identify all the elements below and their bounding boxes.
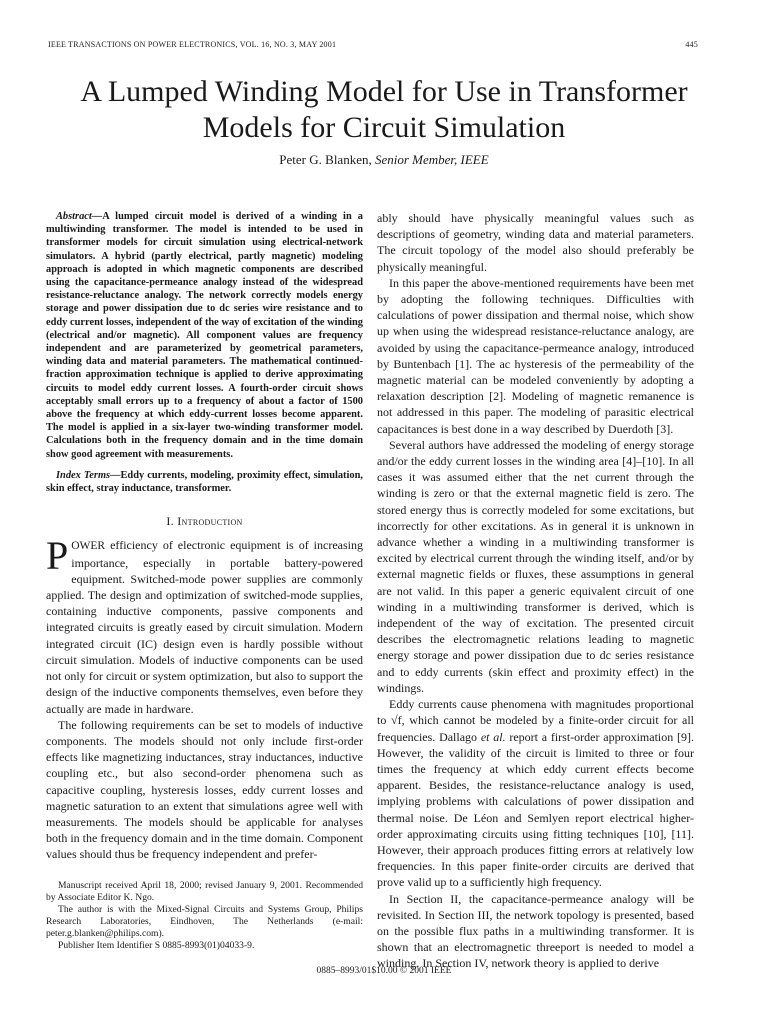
body-paragraph: In Section II, the capacitance-permeance analogy will be revisited. In Section III, the network topology is presented, based on the possible flux paths in a multiwinding transformer. It is shown that an electromagnetic threeport is needed to model a winding. In Section IV, network theory is applied to derive	[377, 891, 694, 971]
abstract-label: Abstract—	[56, 211, 103, 222]
index-terms-text: Eddy currents, modeling, proximity effect, simulation, skin effect, stray inductance, transformer.	[46, 469, 363, 495]
author-name: Peter G. Blanken,	[279, 152, 372, 167]
footnote-author: The author is with the Mixed-Signal Circuits and Systems Group, Philips Research Laboratories, Eindhoven, The Netherlands (e-mail: peter.g.blanken@philips.com).	[46, 904, 363, 939]
footnote-publisher-id: Publisher Item Identifier S 0885-8993(01)04033-9.	[58, 940, 255, 951]
text-run: , which cannot be modeled by a finite-order circuit for all frequencies. Dallago	[377, 713, 695, 744]
text-run: Eddy currents cause phenomena with magnitudes proportional to	[377, 697, 694, 728]
introduction-body	[46, 533, 363, 862]
section-number: I.	[166, 514, 174, 529]
intro-lead-word: OWER	[71, 540, 106, 553]
et-al: et al.	[480, 729, 506, 744]
author-affiliation: Senior Member, IEEE	[374, 152, 489, 167]
continued-paragraph: ably should have physically meaningful values such as descriptions of geometry, winding data and material parameters. The circuit topology of the model also should preferably be physically meaningful.	[377, 211, 694, 274]
footnotes	[46, 880, 363, 952]
sqrt-f-symbol: √f	[391, 713, 402, 728]
body-paragraph	[377, 696, 694, 890]
abstract-text: A lumped circuit model is derived of a winding in a multiwinding transformer. The model is intended to be used in transformer models for circuit simulation using electrical-network simulators. A hybrid (partly electrical, partly magnetic) modeling approach is adopted in which magnetic components are described using the capacitance-permeance analogy instead of the widespread resistance-reluctance analogy. The network correctly models energy storage and power dissipation due to dc series wire resistance and to eddy current losses, independent of the way of excitation of the winding (electrical and/or magnetic). All component values are frequency independent and are parameterized by geometrical parameters, winding data and material parameters. The mathematical continued-fraction approximation technique is applied to derive approximating circuits to model eddy current losses. A fourth-order circuit shows acceptably small errors up to a frequency of about a factor of 1500 above the frequency at which eddy-current losses become apparent. The model is applied in a six-layer two-winding transformer model. Calculations both in the frequency domain and in the time domain show good agreement with measurements.	[46, 211, 363, 460]
body-paragraph: In this paper the above-mentioned requirements have been met by adopting the following techniques. Difficulties with calculations of power dissipation and thermal noise, which show up when using the widespread resistance-reluctance analogy, are avoided by using the capacitance-permeance analogy, introduced by Buntenbach [1]. The ac hysteresis of the permeability of the magnetic material can be modeled conveniently by adopting a relaxation description [2]. Modeling of magnetic remanence is not addressed in this paper. The modeling of parasitic electrical capacitances is best done in a way described by Duerdoth [3].	[377, 275, 694, 436]
page-number: 445	[685, 40, 698, 49]
intro-paragraph-1	[46, 533, 363, 716]
section-title: Introduction	[177, 514, 243, 529]
body-paragraph: Several authors have addressed the modeling of energy storage and/or the eddy current losses in the winding area [4]–[10]. In all cases it was assumed either that the net current through the winding is zero or that the external magnetic field is zero. The stored energy thus is correctly modeled for some excitations, but incorrectly for other excitations. As in general it is unknown in advance whether a winding in a multiwinding transformer is excited by electrical current through the winding itself, and/or by external magnetic fields or fluxes, these assumptions in general are not valid. In this paper a generic equivalent circuit of one winding in a multiwinding transformer is derived, which is independent of the way of excitation. The presented circuit describes the electromagnetic relations leading to magnetic energy storage and power dissipation due to dc series resistance and to eddy currents (skin effect and proximity effect) in the windings.	[377, 437, 694, 695]
index-terms	[46, 469, 363, 495]
abstract-paragraph	[46, 210, 363, 461]
copyright-footer: 0885–8993/01$10.00 © 2001 IEEE	[316, 966, 452, 976]
drop-cap: P	[46, 533, 69, 579]
abstract	[46, 210, 363, 495]
running-head	[48, 40, 698, 49]
intro-paragraph-1-text: efficiency of electronic equipment is of increasing importance, especially in portable battery-powered equipment. Switched-mode power supplies are commonly applied. The design and optimization of switched-mode supplies, containing inductive components, passive components and integrated circuits is greatly eased by circuit simulation. Modern integrated circuit (IC) design even is hardly possible without circuit simulation. Models of inductive components can be used not only for circuit or system optimization, but also to support the design of the inductive components themselves, even before they actually are made in hardware.	[46, 538, 363, 716]
section-heading-introduction	[46, 513, 363, 529]
right-column	[377, 210, 694, 972]
index-terms-label: Index Terms—	[56, 469, 121, 481]
journal-name: IEEE TRANSACTIONS ON POWER ELECTRONICS, VOL. 16, NO. 3, MAY 2001	[48, 40, 337, 49]
left-column	[46, 210, 363, 863]
footnote-manuscript: Manuscript received April 18, 2000; revised January 9, 2001. Recommended by Associate Editor K. Ngo.	[46, 880, 363, 903]
author-line	[40, 152, 728, 168]
text-run: report a first-order approximation [9]. However, the validity of the circuit is limited to three or four times the frequency at which eddy current effects become apparent. Besides, the resistance-reluctance analogy is used, implying problems with calculations of power dissipation and thermal noise. De Léon and Semlyen report electrical higher-order approximating circuits using fitting techniques [10], [11]. However, their approach produces fitting errors at relatively low frequencies. In this paper finite-order circuits are derived that prove valid up to a sufficiently high frequency.	[377, 729, 694, 890]
paper-title: A Lumped Winding Model for Use in Transformer Models for Circuit Simulation	[80, 75, 688, 144]
intro-paragraph-2: The following requirements can be set to models of inductive components. The models should not only include first-order effects like magnetizing inductances, stray inductances, inductive coupling etc., but also second-order phenomena such as capacitive coupling, hysteresis losses, eddy current losses and magnetic saturation to an extent that simulations agree well with measurements. The models should be applicable for analyses both in the frequency domain and in the time domain. Component values should thus be frequency independent and prefer-	[46, 717, 363, 862]
